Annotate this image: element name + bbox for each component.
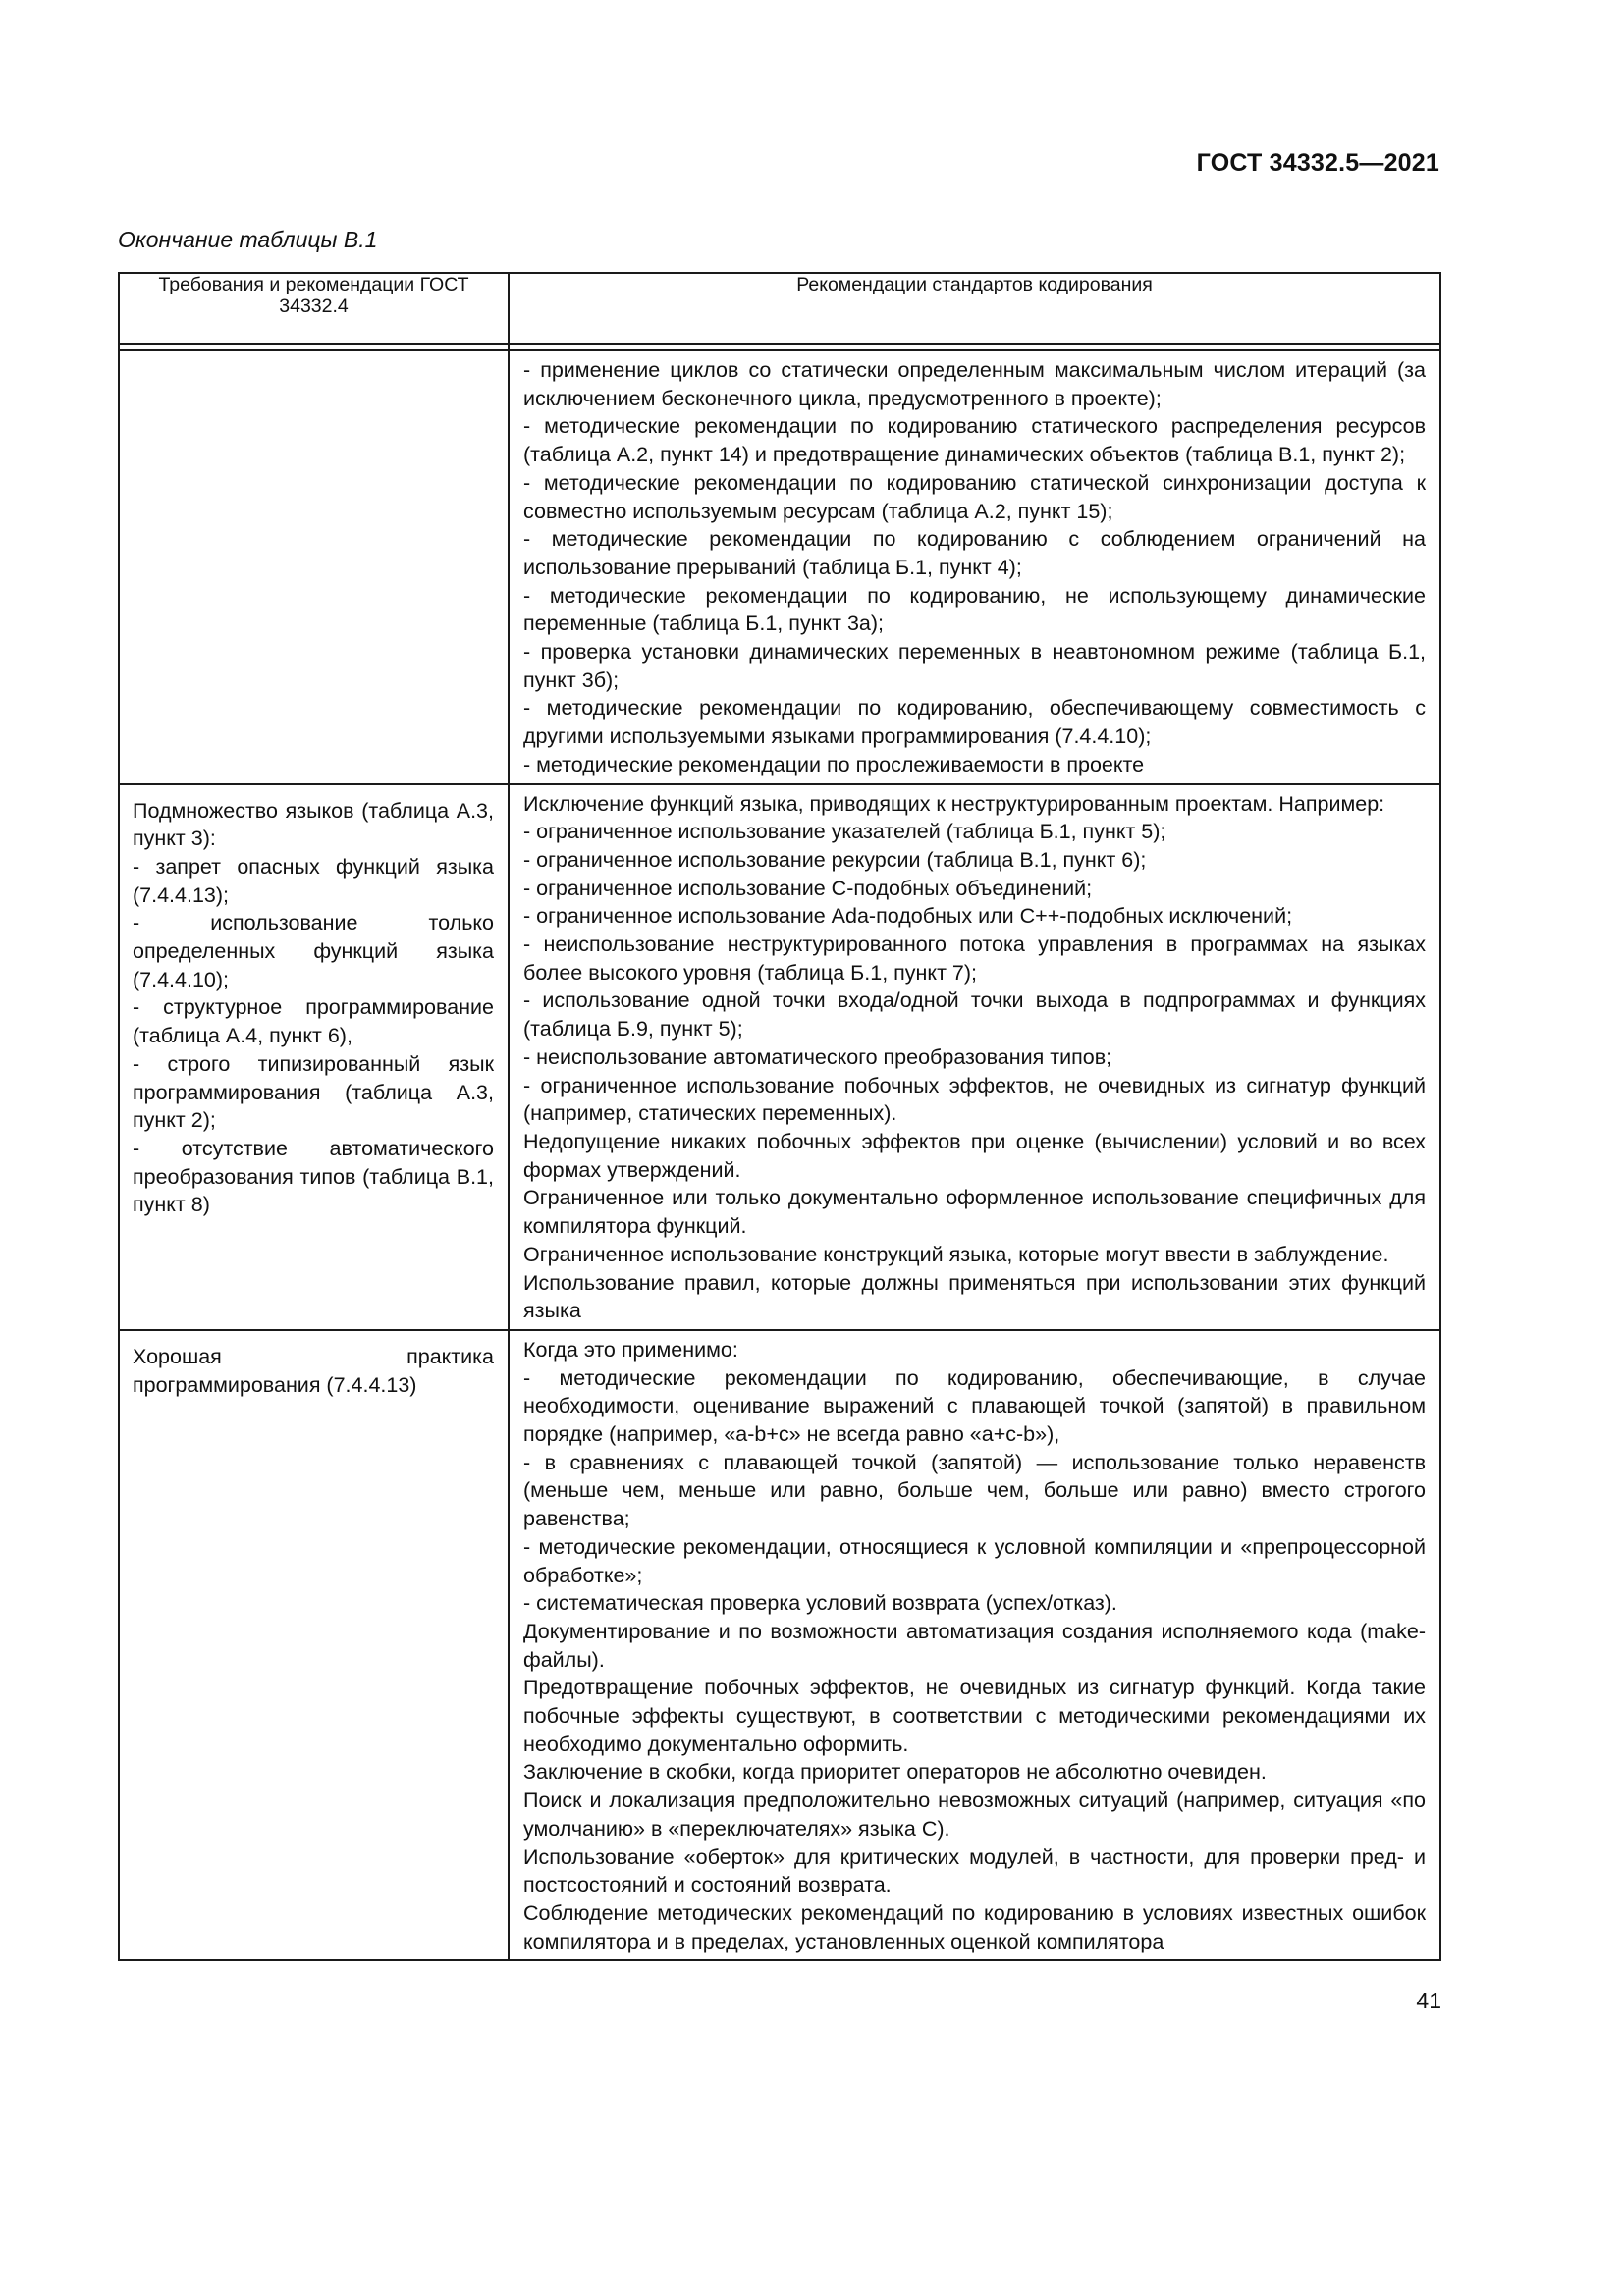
- requirement-line: Подмножество языков (таблица А.3, пункт 3):: [133, 798, 494, 851]
- table-row: [119, 784, 1440, 1330]
- recommendation-line: - ограниченное использование побочных эффектов, не очевидных из сигнатур функций (например, статических переменных).: [523, 1073, 1426, 1126]
- recommendation-line: - систематическая проверка условий возврата (успех/отказ).: [523, 1591, 1117, 1616]
- table-row: [119, 1330, 1440, 1960]
- recommendation-line: Исключение функций языка, приводящих к неструктурированным проектам. Например:: [523, 791, 1385, 816]
- requirement-cell: [119, 784, 509, 1330]
- recommendation-line: - методические рекомендации по кодированию, не использующему динамические переменные (таблица Б.1, пункт 3а);: [523, 583, 1426, 636]
- recommendation-line: - использование одной точки входа/одной точки выхода в подпрограммах и функциях (таблица Б.9, пункт 5);: [523, 988, 1426, 1041]
- requirement-line: - использование только определенных функций языка (7.4.4.10);: [133, 911, 494, 991]
- recommendation-line: Использование правил, которые должны применяться при использовании этих функций языка: [523, 1270, 1426, 1323]
- recommendation-line: Соблюдение методических рекомендаций по кодированию в условиях известных ошибок компилятора и в пределах, установленных оценкой компилятора: [523, 1900, 1426, 1953]
- requirement-line: - структурное программирование (таблица А.4, пункт 6),: [133, 995, 494, 1048]
- recommendation-line: - методические рекомендации по кодированию статической синхронизации доступа к совместно используемым ресурсам (таблица А.2, пункт 15);: [523, 470, 1426, 523]
- recommendation-line: Когда это применимо:: [523, 1337, 738, 1362]
- recommendation-line: Поиск и локализация предположительно невозможных ситуаций (например, ситуация «по умолчанию» в «переключателях» языка С).: [523, 1789, 1426, 1841]
- requirements-table: [118, 272, 1441, 1961]
- page-number: 41: [1416, 1988, 1441, 2013]
- recommendation-line: Заключение в скобки, когда приоритет операторов не абсолютно очевиден.: [523, 1760, 1267, 1785]
- document-code: ГОСТ 34332.5—2021: [1196, 149, 1439, 177]
- recommendation-line: Ограниченное использование конструкций языка, которые могут ввести в заблуждение.: [523, 1242, 1389, 1266]
- table-row: [119, 350, 1440, 784]
- requirement-line: - строго типизированный язык программирования (таблица А.3, пункт 2);: [133, 1051, 494, 1133]
- requirement-cell: [119, 350, 509, 784]
- requirement-cell: [119, 1330, 509, 1960]
- recommendation-line: - ограниченное использование рекурсии (таблица В.1, пункт 6);: [523, 847, 1147, 872]
- recommendation-line: - методические рекомендации, относящиеся к условной компиляции и «препроцессорной обработке»;: [523, 1534, 1426, 1587]
- recommendation-line: - ограниченное использование Ada-подобных или С++-подобных исключений;: [523, 904, 1293, 929]
- requirement-line: - отсутствие автоматического преобразования типов (таблица В.1, пункт 8): [133, 1136, 494, 1217]
- recommendation-cell: [509, 1330, 1440, 1960]
- recommendation-line: Документирование и по возможности автоматизация создания исполняемого кода (make-файлы).: [523, 1619, 1426, 1672]
- requirement-line: Хорошая практика программирования (7.4.4.13): [133, 1344, 494, 1397]
- column-header-recommendations: Рекомендации стандартов кодирования: [509, 273, 1440, 344]
- requirement-line: - запрет опасных функций языка (7.4.4.13);: [133, 854, 494, 907]
- recommendation-line: Недопущение никаких побочных эффектов при оценке (вычислении) условий и во всех формах утверждений.: [523, 1129, 1426, 1182]
- recommendation-line: Ограниченное или только документально оформленное использование специфичных для компилятора функций.: [523, 1186, 1426, 1239]
- table-header-row: [119, 273, 1440, 344]
- recommendation-cell: [509, 784, 1440, 1330]
- recommendation-line: - методические рекомендации по кодированию с соблюдением ограничений на использование прерываний (таблица Б.1, пункт 4);: [523, 527, 1426, 579]
- recommendation-line: Использование «оберток» для критических модулей, в частности, для проверки пред- и постсостояний и состояний возврата.: [523, 1844, 1426, 1897]
- recommendation-cell: [509, 350, 1440, 784]
- recommendation-line: - методические рекомендации по кодированию, обеспечивающие, в случае необходимости, оценивание выражений с плавающей точкой (запятой) в правильном порядке (например, «a-b+c» не всегда равно «a+c-b»),: [523, 1365, 1426, 1447]
- recommendation-line: - в сравнениях с плавающей точкой (запятой) — использование только неравенств (меньше чем, меньше или равно, больше чем, больше или равно) вместо строгого равенства;: [523, 1450, 1426, 1531]
- recommendation-line: Предотвращение побочных эффектов, не очевидных из сигнатур функций. Когда такие побочные эффекты существуют, в соответствии с методическими рекомендациями их необходимо документально оформить.: [523, 1676, 1426, 1756]
- table-caption: Окончание таблицы В.1: [118, 227, 378, 252]
- recommendation-line: - ограниченное использование указателей (таблица Б.1, пункт 5);: [523, 820, 1166, 844]
- recommendation-line: - ограниченное использование С-подобных объединений;: [523, 876, 1093, 900]
- recommendation-line: - проверка установки динамических переменных в неавтономном режиме (таблица Б.1, пункт 3б);: [523, 640, 1426, 692]
- column-header-requirements: Требования и рекомендации ГОСТ 34332.4: [119, 273, 509, 344]
- recommendation-line: - методические рекомендации по кодированию, обеспечивающему совместимость с другими используемыми языками программирования (7.4.4.10);: [523, 696, 1426, 749]
- recommendation-line: - применение циклов со статически определенным максимальным числом итераций (за исключением бесконечного цикла, предусмотренного в проекте);: [523, 358, 1426, 410]
- recommendation-line: - методические рекомендации по прослеживаемости в проекте: [523, 752, 1145, 776]
- recommendation-line: - неиспользование неструктурированного потока управления в программах на языках более высокого уровня (таблица Б.1, пункт 7);: [523, 933, 1426, 985]
- recommendation-line: - методические рекомендации по кодированию статического распределения ресурсов (таблица А.2, пункт 14) и предотвращение динамических объектов (таблица В.1, пункт 2);: [523, 414, 1426, 467]
- recommendation-line: - неиспользование автоматического преобразования типов;: [523, 1044, 1112, 1069]
- header-gap-row: [119, 344, 1440, 350]
